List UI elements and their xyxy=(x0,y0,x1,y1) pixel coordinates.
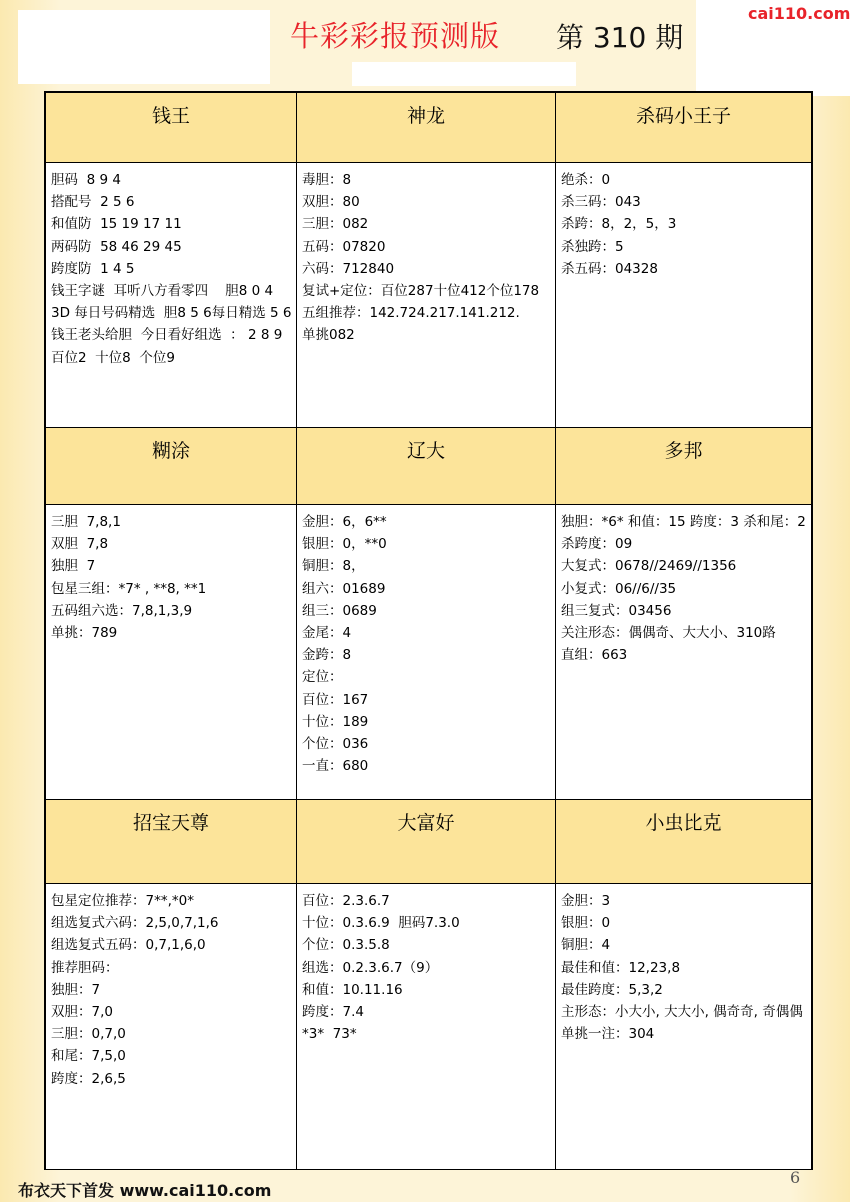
cell-body xyxy=(556,505,812,800)
prediction-line: 推荐胆码： xyxy=(51,959,119,976)
cell-body xyxy=(46,163,297,428)
prediction-line: 跨度：7.4 xyxy=(302,1004,364,1021)
prediction-line: 小复式：06//6//35 xyxy=(561,580,677,597)
prediction-line: 十位：189 xyxy=(302,713,369,730)
prediction-line: 五组推荐：142.724.217.141.212. xyxy=(302,305,520,322)
prediction-line: 独胆：7 xyxy=(51,981,101,998)
prediction-line: 大复式：0678//2469//1356 xyxy=(561,558,737,575)
prediction-line: 五码：07820 xyxy=(302,238,386,255)
cell-body xyxy=(46,505,297,800)
issue-number: 第 310 期 xyxy=(556,21,684,54)
cell-body xyxy=(297,163,556,428)
prediction-line: 组选复式六码：2,5,0,7,1,6 xyxy=(51,915,219,932)
prediction-line: 百位：167 xyxy=(302,691,369,708)
prediction-line: 金尾：4 xyxy=(302,625,352,642)
prediction-line: 独胆 7 xyxy=(51,558,96,575)
prediction-line: 最佳和值：12,23,8 xyxy=(561,959,681,976)
prediction-line: 关注形态：偶偶奇、大大小、310路 xyxy=(561,625,776,642)
prediction-line: 组选复式五码：0,7,1,6,0 xyxy=(51,937,206,954)
prediction-line: 十位：0.3.6.9 胆码7.3.0 xyxy=(302,915,460,932)
prediction-line: 六码：712840 xyxy=(302,260,395,277)
prediction-line: 组三：0689 xyxy=(302,602,377,619)
prediction-line: 双胆 7,8 xyxy=(51,536,109,553)
prediction-line: 3D 每日号码精选 胆8 5 6每日精选 5 6 xyxy=(51,305,292,322)
prediction-line: 钱王老头给胆 今日看好组选 ： 2 8 9百位2 十位8 个位9 xyxy=(51,327,283,366)
cell-header: 糊涂 xyxy=(46,428,297,505)
cell-header: 辽大 xyxy=(297,428,556,505)
prediction-line: 两码防 58 46 29 45 xyxy=(51,238,182,255)
prediction-line: 金胆：3 xyxy=(561,893,611,909)
prediction-line: 百位：2.3.6.7 xyxy=(302,893,390,909)
prediction-line: 和值防 15 19 17 11 xyxy=(51,216,182,233)
footer-source: 布衣天下首发 www.cai110.com xyxy=(18,1181,272,1200)
prediction-line: 银胆：0，**0 xyxy=(302,536,387,553)
prediction-line: 铜胆：4 xyxy=(561,937,611,954)
redaction-box-left xyxy=(18,10,270,84)
prediction-line: 最佳跨度：5,3,2 xyxy=(561,981,663,998)
prediction-line: 一直：680 xyxy=(302,758,369,775)
prediction-line: 个位：036 xyxy=(302,736,369,753)
prediction-line: 铜胆：8， xyxy=(302,558,365,575)
prediction-line: 包星定位推荐：7**,*0* xyxy=(51,893,194,909)
cell-header: 小虫比克 xyxy=(556,800,812,884)
prediction-line: 跨度：2,6,5 xyxy=(51,1070,126,1087)
cell-header: 招宝天尊 xyxy=(46,800,297,884)
prediction-line: 单挑一注：304 xyxy=(561,1026,655,1043)
prediction-line: 双胆：7,0 xyxy=(51,1004,113,1021)
prediction-line: 杀独跨：5 xyxy=(561,238,624,255)
prediction-line: 胆码 8 9 4 xyxy=(51,172,121,188)
prediction-line: 搭配号 2 5 6 xyxy=(51,194,135,211)
prediction-line: 定位： xyxy=(302,669,343,686)
prediction-line: 金胆：6，6** xyxy=(302,514,387,530)
cell-body xyxy=(46,884,297,1170)
prediction-line: 金跨：8 xyxy=(302,647,352,664)
cell-header: 杀码小王子 xyxy=(556,93,812,163)
prediction-line: 和尾：7,5,0 xyxy=(51,1048,126,1065)
prediction-line: 毒胆：8 xyxy=(302,172,352,188)
cell-header: 大富好 xyxy=(297,800,556,884)
prediction-line: 杀三码：043 xyxy=(561,194,641,211)
prediction-table xyxy=(44,91,813,1170)
prediction-line: 直组：663 xyxy=(561,647,628,664)
cell-body xyxy=(297,884,556,1170)
cell-body xyxy=(297,505,556,800)
prediction-line: 包星三组：*7* , **8, **1 xyxy=(51,580,207,597)
prediction-line: 个位：0.3.5.8 xyxy=(302,937,390,954)
prediction-line: 组选：0.2.3.6.7（9） xyxy=(302,959,439,976)
prediction-line: 和值：10.11.16 xyxy=(302,981,403,998)
prediction-line: 跨度防 1 4 5 xyxy=(51,260,135,277)
prediction-line: 杀五码：04328 xyxy=(561,260,658,277)
prediction-line: 绝杀：0 xyxy=(561,172,611,188)
prediction-line: 杀跨：8，2，5，3 xyxy=(561,216,677,233)
prediction-line: 银胆：0 xyxy=(561,915,611,932)
prediction-line: 钱王字谜 耳听八方看零四 胆8 0 4 xyxy=(51,283,274,300)
page-number: 6 xyxy=(790,1168,801,1187)
prediction-line: 独胆：*6* 和值：15 跨度：3 杀和尾：2 杀跨度：09 xyxy=(561,514,811,553)
cell-header: 神龙 xyxy=(297,93,556,163)
prediction-line: 五码组六选：7,8,1,3,9 xyxy=(51,602,193,619)
cell-header: 多邦 xyxy=(556,428,812,505)
page-title: 牛彩彩报预测版 xyxy=(290,19,501,53)
redaction-box-middle xyxy=(352,62,576,86)
cell-body xyxy=(556,163,812,428)
prediction-line: 复试+定位：百位287十位412个位178 xyxy=(302,283,540,300)
prediction-line: *3* 73* xyxy=(302,1026,357,1043)
cell-body xyxy=(556,884,812,1170)
prediction-line: 单挑082 xyxy=(302,327,355,344)
prediction-line: 三胆 7,8,1 xyxy=(51,514,121,530)
prediction-line: 单挑：789 xyxy=(51,625,118,642)
site-watermark: cai110.com xyxy=(748,4,850,23)
prediction-line: 三胆：082 xyxy=(302,216,369,233)
prediction-line: 主形态：小大小, 大大小, 偶奇奇, 奇偶偶 xyxy=(561,1004,803,1021)
prediction-line: 三胆：0,7,0 xyxy=(51,1026,126,1043)
prediction-line: 双胆：80 xyxy=(302,194,360,211)
prediction-line: 组六：01689 xyxy=(302,580,386,597)
cell-header: 钱王 xyxy=(46,93,297,163)
prediction-line: 组三复式：03456 xyxy=(561,602,672,619)
